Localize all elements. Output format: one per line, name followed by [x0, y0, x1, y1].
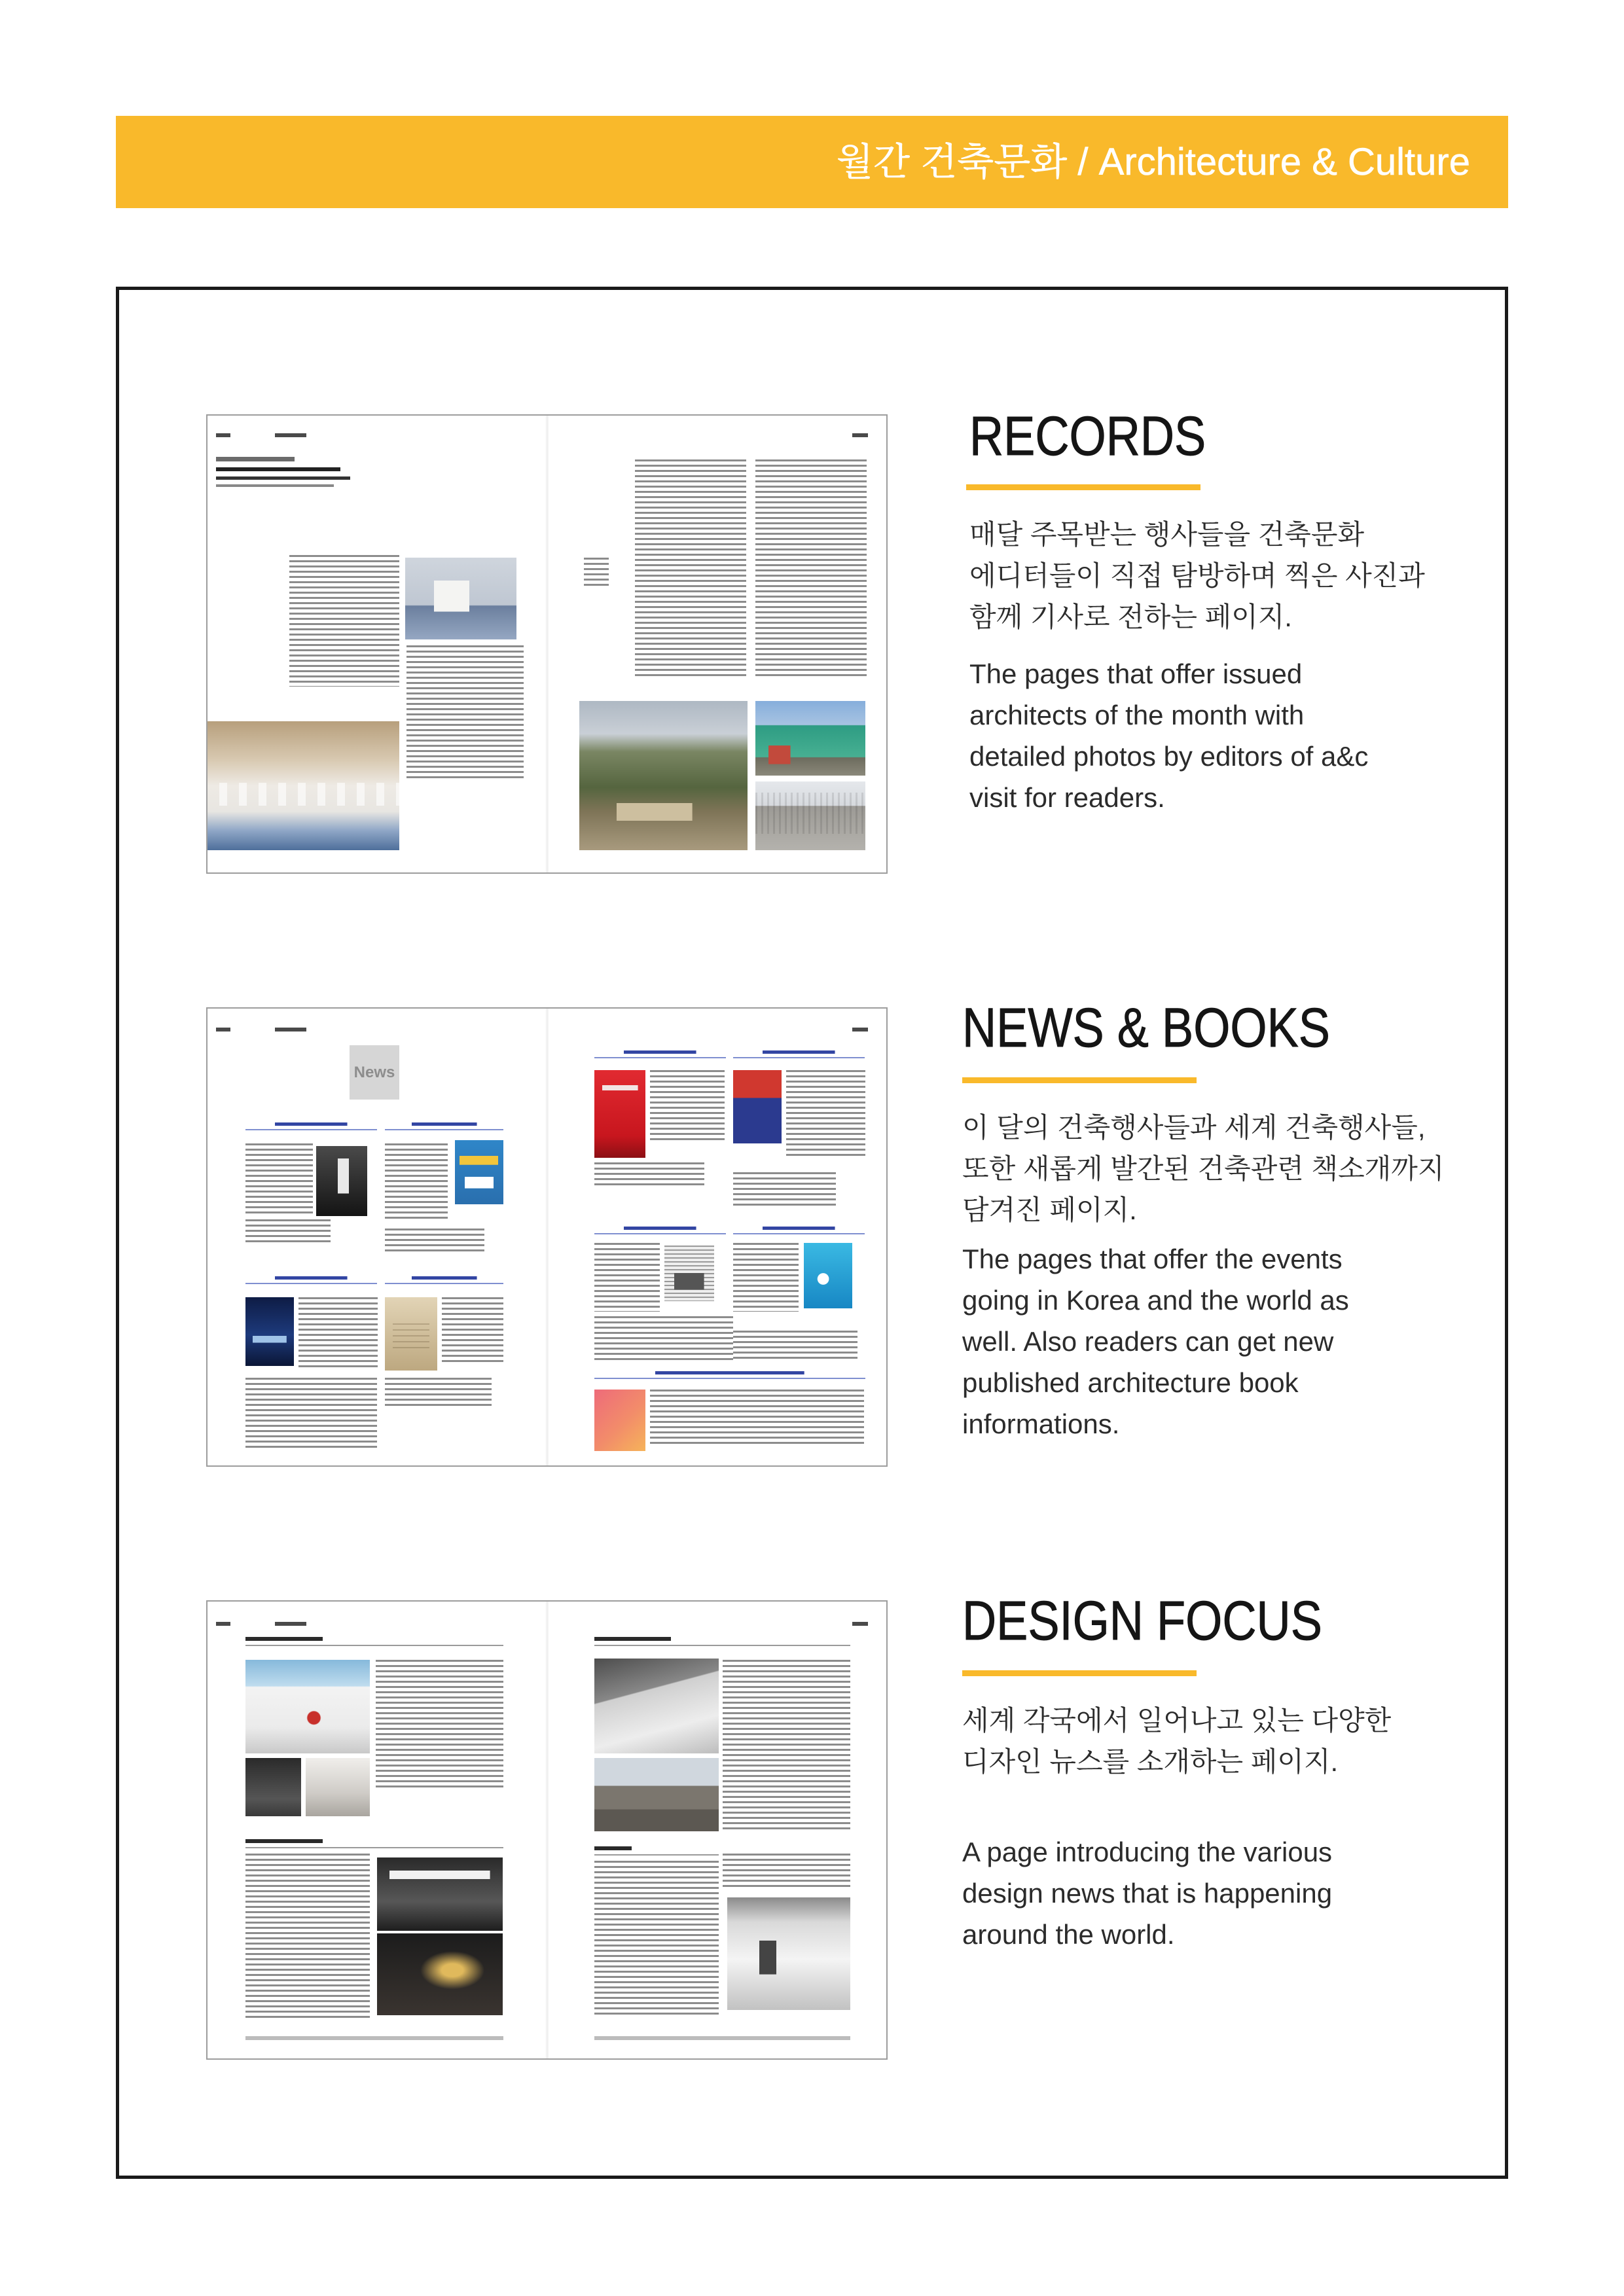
page-fold — [545, 1009, 549, 1465]
description-line: detailed photos by editors of a&c — [969, 741, 1369, 772]
news-text — [733, 1172, 836, 1209]
news-text — [442, 1297, 503, 1363]
section-news-books — [962, 995, 1486, 1439]
text-column — [376, 1660, 503, 1790]
description-line: around the world. — [962, 1919, 1175, 1950]
description-line: A page introducing the various — [962, 1837, 1333, 1867]
photo-white-interior — [245, 1660, 370, 1753]
english-description — [969, 653, 1368, 818]
photo-building-exterior — [594, 1758, 719, 1831]
description-line: The pages that offer issued — [969, 658, 1303, 689]
page-header — [216, 433, 321, 437]
description-line: 에디터들이 직접 탐방하며 찍은 사진과 — [969, 560, 1425, 591]
photo-green-building — [755, 701, 865, 776]
section-title: NEWS & BOOKS — [962, 997, 1330, 1058]
news-heading — [594, 1049, 726, 1058]
article-title — [216, 457, 363, 490]
english-description — [962, 1238, 1349, 1444]
korean-description — [962, 1107, 1444, 1230]
photo-dark-building — [316, 1146, 367, 1216]
article-heading — [245, 1839, 503, 1848]
korean-description — [969, 514, 1425, 637]
description-line: 세계 각국에서 일어나고 있는 다양한 — [962, 1705, 1392, 1736]
page-fold — [545, 1602, 549, 2058]
description-line: visit for readers. — [969, 782, 1165, 813]
page-footer-rule — [594, 2036, 850, 2040]
spread-thumbnail-records — [206, 414, 888, 874]
photo-bright-room — [306, 1758, 370, 1816]
photo-caption — [584, 558, 609, 587]
section-title: RECORDS — [969, 405, 1206, 467]
news-text — [298, 1297, 378, 1371]
magazine-cover — [455, 1140, 503, 1204]
spread-thumbnail-news-books — [206, 1007, 888, 1467]
text-column — [723, 1660, 850, 1831]
article-heading — [594, 1846, 719, 1856]
description-line: 이 달의 건축행사들과 세계 건축행사들, — [962, 1112, 1426, 1143]
photo-lit-store — [377, 1933, 503, 2015]
book-cover-cyan — [804, 1243, 852, 1308]
photo-gallery-space — [727, 1897, 850, 2010]
news-heading — [594, 1370, 865, 1379]
news-heading — [594, 1225, 726, 1234]
text-column — [406, 645, 524, 781]
news-heading — [385, 1275, 503, 1284]
text-column — [635, 459, 746, 679]
news-text — [650, 1070, 725, 1143]
description-line: 또한 새롭게 발간된 건축관련 책소개까지 — [962, 1153, 1445, 1184]
news-text — [245, 1143, 313, 1217]
description-line: well. Also readers can get new — [962, 1326, 1334, 1357]
description-line: 매달 주목받는 행사들을 건축문화 — [969, 519, 1365, 550]
title-underline — [966, 484, 1200, 490]
news-heading — [733, 1049, 865, 1058]
page-number — [852, 433, 868, 437]
magazine-title: 월간 건축문화 / Architecture & Culture — [837, 141, 1470, 183]
description-line: 디자인 뉴스를 소개하는 페이지. — [962, 1746, 1339, 1777]
news-text — [594, 1316, 733, 1360]
description-line: informations. — [962, 1408, 1120, 1439]
description-line: 담겨진 페이지. — [962, 1194, 1137, 1225]
page-number — [852, 1028, 868, 1031]
book-cover-blue — [245, 1297, 294, 1366]
photo-exhibition-room — [405, 558, 516, 639]
news-text — [733, 1331, 857, 1360]
news-text — [385, 1378, 492, 1407]
page-header — [216, 1028, 321, 1031]
text-column — [594, 1861, 719, 2015]
news-text — [786, 1070, 865, 1158]
article-heading — [594, 1637, 850, 1646]
title-underline — [962, 1077, 1197, 1083]
news-text — [594, 1243, 660, 1312]
page-footer-rule — [245, 2036, 503, 2040]
page-number — [852, 1622, 868, 1626]
section-title: DESIGN FOCUS — [962, 1590, 1322, 1651]
magazine-banner — [116, 116, 1508, 208]
news-text — [245, 1378, 377, 1451]
text-column — [245, 1854, 370, 2019]
news-heading — [385, 1121, 503, 1130]
description-line: published architecture book — [962, 1367, 1299, 1398]
news-text — [594, 1162, 704, 1187]
section-design-focus — [962, 1588, 1486, 1981]
korean-description — [962, 1700, 1391, 1782]
description-line: The pages that offer the events — [962, 1244, 1343, 1274]
text-column — [289, 555, 399, 687]
photo-hillside-building — [579, 701, 748, 850]
photo-concrete-facade — [755, 781, 865, 850]
news-label: News — [350, 1045, 399, 1100]
article-heading — [245, 1637, 503, 1646]
news-text — [245, 1219, 331, 1246]
photo-shop-interior — [377, 1857, 503, 1931]
poster-pink — [594, 1390, 645, 1451]
title-underline — [962, 1670, 1197, 1676]
photo-gallery-interior — [208, 721, 399, 850]
news-heading — [245, 1121, 377, 1130]
description-line: going in Korea and the world as — [962, 1285, 1349, 1316]
photo-dark-room — [245, 1758, 301, 1816]
photo-curved-building — [594, 1659, 719, 1753]
text-column — [755, 459, 867, 679]
news-text — [650, 1390, 864, 1444]
newspaper-clipping — [664, 1246, 714, 1301]
spread-thumbnail-design-focus — [206, 1600, 888, 2060]
description-line: 함께 기사로 전하는 페이지. — [969, 601, 1292, 632]
news-heading — [733, 1225, 865, 1234]
book-cover-beige — [385, 1297, 437, 1371]
book-cover-red-blue — [733, 1070, 782, 1143]
news-text — [385, 1229, 484, 1253]
page-fold — [545, 416, 549, 872]
section-records — [969, 403, 1493, 813]
english-description — [962, 1831, 1332, 1955]
text-column — [723, 1854, 850, 1890]
book-cover-red — [594, 1070, 645, 1158]
news-text — [733, 1243, 799, 1312]
description-line: architects of the month with — [969, 700, 1305, 730]
news-text — [385, 1143, 448, 1221]
news-heading — [245, 1275, 377, 1284]
description-line: design news that is happening — [962, 1878, 1333, 1909]
page-header — [216, 1622, 321, 1626]
